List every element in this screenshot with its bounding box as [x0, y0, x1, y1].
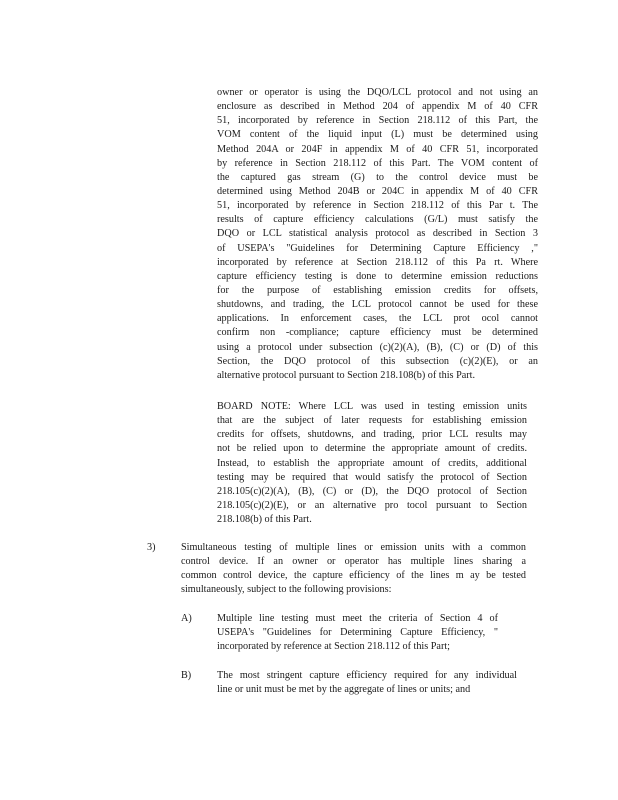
text-line: shutdowns, and trading, the LCL protocol cannot be used for these	[217, 299, 538, 311]
text-line: 218.105(c)(2)(A), (B), (C) or (D), the DQO protocol of Section	[217, 485, 527, 497]
text-line: confirm non -compliance; capture efficiency must be determined	[217, 327, 538, 339]
text-line: BOARD NOTE: Where LCL was used in testing emission units	[217, 401, 527, 412]
text-line: owner or operator is using the DQO/LCL protocol and not using an	[217, 87, 538, 98]
text-line: simultaneously, subject to the following provisions:	[181, 584, 392, 596]
text-line: Multiple line testing must meet the criteria of Section 4 of	[217, 613, 498, 624]
text-line: applications. In enforcement cases, the LCL prot ocol cannot	[217, 313, 538, 325]
text-line: 51, incorporated by reference in Section 218.112 of this Part, the	[217, 115, 538, 127]
text-line: enclosure as described in Method 204 of appendix M of 40 CFR	[217, 101, 538, 113]
text-line: Simultaneous testing of multiple lines or emission units with a common	[181, 542, 526, 553]
text-line: USEPA's "Guidelines for Determining Capture Efficiency, "	[217, 627, 498, 639]
text-line: line or unit must be met by the aggregate of lines or units; and	[217, 684, 471, 696]
item-a-label: A)	[181, 613, 192, 624]
text-line: Section, the DQO protocol of this subsection (c)(2)(E), or an	[217, 355, 538, 367]
item-3-text	[181, 541, 526, 598]
item-b-text	[217, 669, 517, 697]
text-line: capture efficiency testing is done to determine emission reductions	[217, 270, 538, 282]
text-line: DQO or LCL statistical analysis protocol as described in Section 3	[217, 228, 538, 240]
text-line: 218.108(b) of this Part.	[217, 514, 312, 526]
text-line: of USEPA's "Guidelines for Determining Capture Efficiency ,"	[217, 242, 538, 254]
text-line: by reference in Section 218.112 of this Part. The VOM content of	[217, 157, 538, 169]
text-line: The most stringent capture efficiency required for any individual	[217, 670, 517, 681]
item-b-label: B)	[181, 670, 192, 681]
text-line: testing may be required that would satisfy the protocol of Section	[217, 471, 527, 483]
board-note	[217, 400, 527, 527]
text-line: using a protocol under subsection (c)(2)(A), (B), (C) or (D) of this	[217, 341, 538, 353]
text-line: results of capture efficiency calculations (G/L) must satisfy the	[217, 214, 538, 226]
text-line: the captured gas stream (G) to the control device must be	[217, 171, 538, 183]
text-line: for the purpose of establishing emission credits for offsets,	[217, 284, 538, 296]
text-line: that are the subject of later requests for establishing emission	[217, 415, 527, 427]
text-line: Method 204A or 204F in appendix M of 40 CFR 51, incorporated	[217, 143, 538, 155]
continued-paragraph	[217, 86, 538, 383]
text-line: not be relied upon to determine the appropriate amount of credits.	[217, 443, 527, 455]
text-line: alternative protocol pursuant to Section 218.108(b) of this Part.	[217, 369, 476, 381]
text-line: incorporated by reference at Section 218.112 of this Pa rt. Where	[217, 256, 538, 268]
text-line: 51, incorporated by reference in Section 218.112 of this Par t. The	[217, 200, 538, 212]
text-line: 218.105(c)(2)(E), or an alternative pro tocol pursuant to Section	[217, 499, 527, 511]
item-a-text	[217, 612, 498, 654]
text-line: credits for offsets, shutdowns, and trading, prior LCL results may	[217, 429, 527, 441]
text-line: incorporated by reference at Section 218.112 of this Part;	[217, 641, 451, 653]
text-line: common control device, the capture efficiency of the lines m ay be tested	[181, 570, 526, 582]
text-line: VOM content of the liquid input (L) must be determined using	[217, 129, 538, 141]
item-3-label: 3)	[147, 542, 156, 553]
text-line: determined using Method 204B or 204C in appendix M of 40 CFR	[217, 185, 538, 197]
text-line: control device. If an owner or operator has multiple lines sharing a	[181, 556, 526, 568]
text-line: Instead, to establish the appropriate amount of credits, additional	[217, 457, 527, 469]
